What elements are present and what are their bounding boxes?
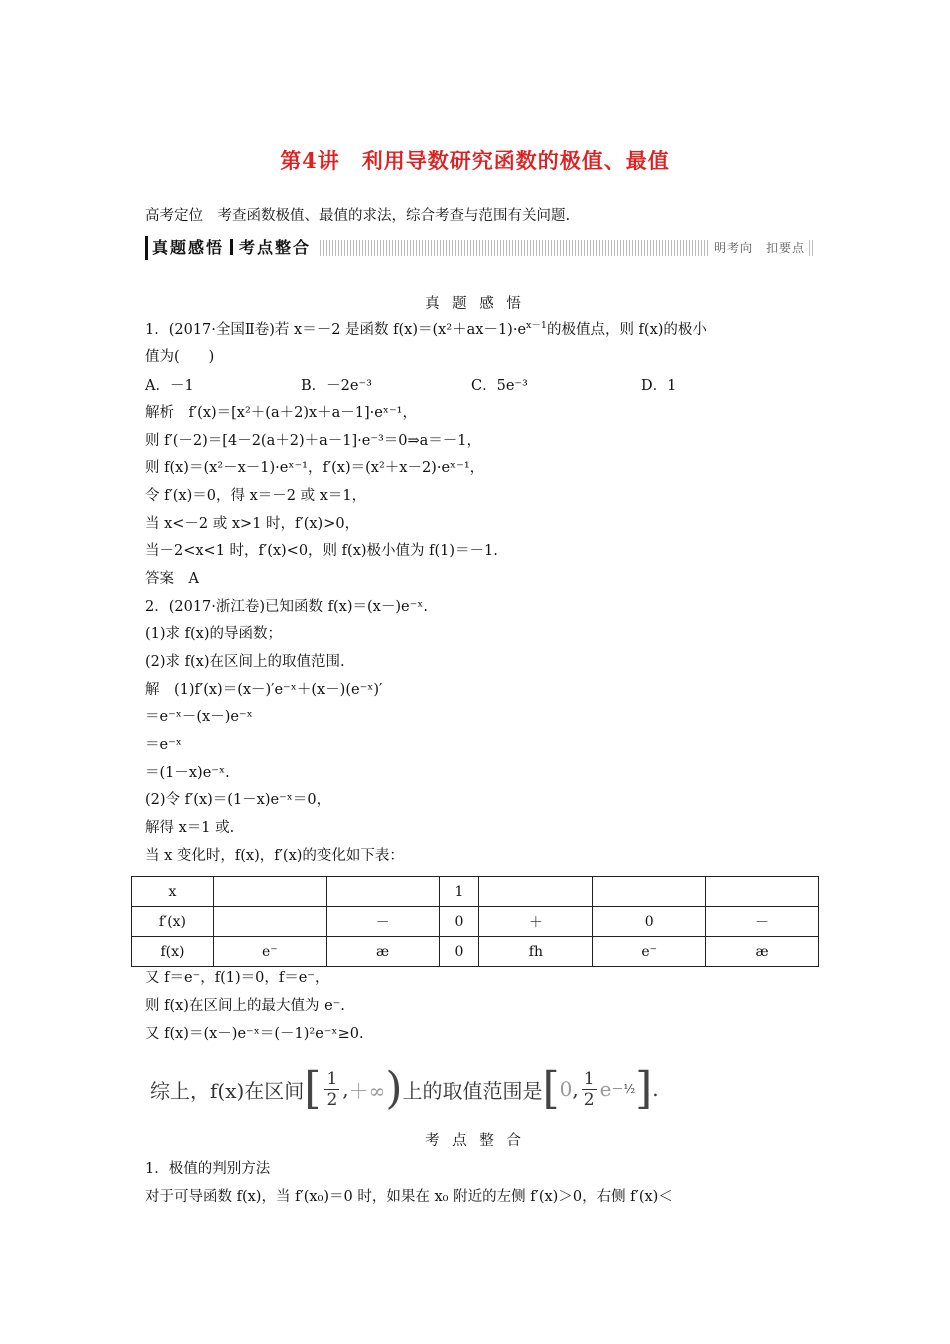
q1-sol-line: 令 f′(x)＝0，得 x＝－2 或 x＝1， [145,488,367,504]
table-row [132,937,819,967]
q2-line: ＝e⁻ˣ－(x－)e⁻ˣ [145,709,253,725]
q2-line: (1)求 f(x)的导函数； [145,626,283,642]
banner-divider [230,239,233,255]
comma: , [342,1077,349,1101]
q2-line: 解 (1)f′(x)＝(x－)′e⁻ˣ＋(x－)(e⁻ˣ)′ [145,682,383,698]
table-cell: x [132,877,214,907]
q1-option-b: B．－2e⁻³ [301,378,372,394]
frac-denominator: 2 [326,1089,338,1110]
table-cell: æ [706,937,819,967]
q2-line: (2)令 f′(x)＝(1－x)e⁻ˣ＝0， [145,792,332,808]
kp-line: 对于可导函数 f(x)，当 f′(x₀)＝0 时，如果在 x₀ 附近的左侧 f′(x)＞0，右侧 f′(x)＜ [145,1189,673,1205]
table-cell: 0 [593,907,706,937]
left-bracket: [ [304,1063,322,1114]
table-cell: － [706,907,819,937]
right-paren: ) [385,1063,403,1114]
q2-after-line: 又 f＝e⁻，f(1)＝0，f＝e⁻， [145,970,330,986]
infinity: ＋∞ [348,1078,386,1103]
q2-after-line: 则 f(x)在区间上的最大值为 e⁻. [145,998,345,1014]
banner-sub: 明考向 扣要点 [710,239,809,257]
q1-answer: 答案 A [145,571,199,587]
intro-line: 高考定位 考查函数极值、最值的求法，综合考查与范围有关问题. [145,208,571,224]
banner-right: 考点整合 [239,238,312,257]
fraction-half-2 [582,1069,597,1110]
q1-sol-line: 当 x<－2 或 x>1 时，f′(x)>0， [145,516,360,532]
table-cell: f′(x) [132,907,214,937]
q2-after-line: 又 f(x)＝(x－)e⁻ˣ＝(－1)²e⁻ˣ≥0. [145,1026,364,1042]
frac-numerator: 1 [326,1068,338,1089]
table-row [132,877,819,907]
left-bracket-2: [ [542,1063,560,1114]
variation-table [131,876,819,967]
table-cell [706,877,819,907]
q2-line: ＝(1－x)e⁻ˣ. [145,765,230,781]
comma-2: , [572,1077,579,1101]
table-cell [593,877,706,907]
e-symbol: e [599,1077,612,1101]
frac-denominator: 2 [583,1089,595,1110]
table-cell [213,877,326,907]
page-title: 第4讲 利用导数研究函数的极值、最值 [280,148,670,173]
q1-sol-line: 当－2<x<1 时，f′(x)<0，则 f(x)极小值为 f(1)＝－1. [145,543,498,559]
table-cell: ＋ [479,907,593,937]
section-heading-2: 考 点 整 合 [425,1133,525,1149]
table-cell [326,877,439,907]
frac-numerator: 1 [583,1068,595,1089]
table-cell: 1 [439,877,479,907]
table-cell: æ [326,937,439,967]
zero: 0 [559,1077,573,1101]
table-cell: fh [479,937,593,967]
table-cell: 0 [439,937,479,967]
section-banner [145,236,813,260]
table-cell [479,877,593,907]
q2-line: 解得 x＝1 或. [145,820,235,836]
q1-option-a: A．－1 [145,378,194,394]
table-cell [213,907,326,937]
fraction-half [324,1069,339,1110]
conclusion-end: . [652,1077,659,1101]
q2-line: 当 x 变化时，f(x)，f′(x)的变化如下表： [145,848,404,864]
q2-line: (2)求 f(x)在区间上的取值范围. [145,654,345,670]
right-bracket-2: ] [635,1063,653,1114]
kp-line: 1．极值的判别方法 [145,1161,271,1177]
conclusion-mid: 上的取值范围是 [402,1078,543,1103]
banner-tag [145,236,317,260]
banner-left: 真题感悟 [152,238,225,257]
q1-line1-text: 1．(2017·全国Ⅱ卷)若 x＝－2 是函数 f(x)＝(x²＋ax－1)·e [145,322,527,338]
conclusion-formula: 综上，f(x)在区间 [ $\frac{1}{2}$ , ＋∞ ) 上的取值范围是 [ 0 , $\frac{1}{2}$ e －½ ] . [150,1063,659,1114]
table-cell: 0 [439,907,479,937]
q1-sol-line: 解析 f′(x)＝[x²＋(a＋2)x＋a－1]·eˣ⁻¹， [145,405,417,421]
q1-sol-line: 则 f(x)＝(x²－x－1)·eˣ⁻¹，f′(x)＝(x²＋x－2)·eˣ⁻¹， [145,460,485,476]
table-row [132,907,819,937]
q1-line2: 值为( ) [145,349,215,365]
table-cell: e⁻ [593,937,706,967]
table-cell: － [326,907,439,937]
table-cell: f(x) [132,937,214,967]
conclusion-pre: 综上，f(x)在区间 [150,1078,305,1103]
table-cell: e⁻ [213,937,326,967]
q1-sol-line: 则 f′(－2)＝[4－2(a＋2)＋a－1]·e⁻³＝0⇒a＝－1， [145,433,482,449]
q1-line1 [145,320,707,340]
q2-line: ＝e⁻ˣ [145,737,182,753]
q2-line: 2．(2017·浙江卷)已知函数 f(x)＝(x－)e⁻ˣ. [145,599,428,615]
section-heading-1: 真 题 感 悟 [425,296,525,312]
q1-option-d: D．1 [641,378,677,394]
q1-line1-tail: 的极值点，则 f(x)的极小 [546,322,707,338]
q1-line1-sup: x－1 [526,320,547,331]
q1-option-c: C．5e⁻³ [471,378,528,394]
